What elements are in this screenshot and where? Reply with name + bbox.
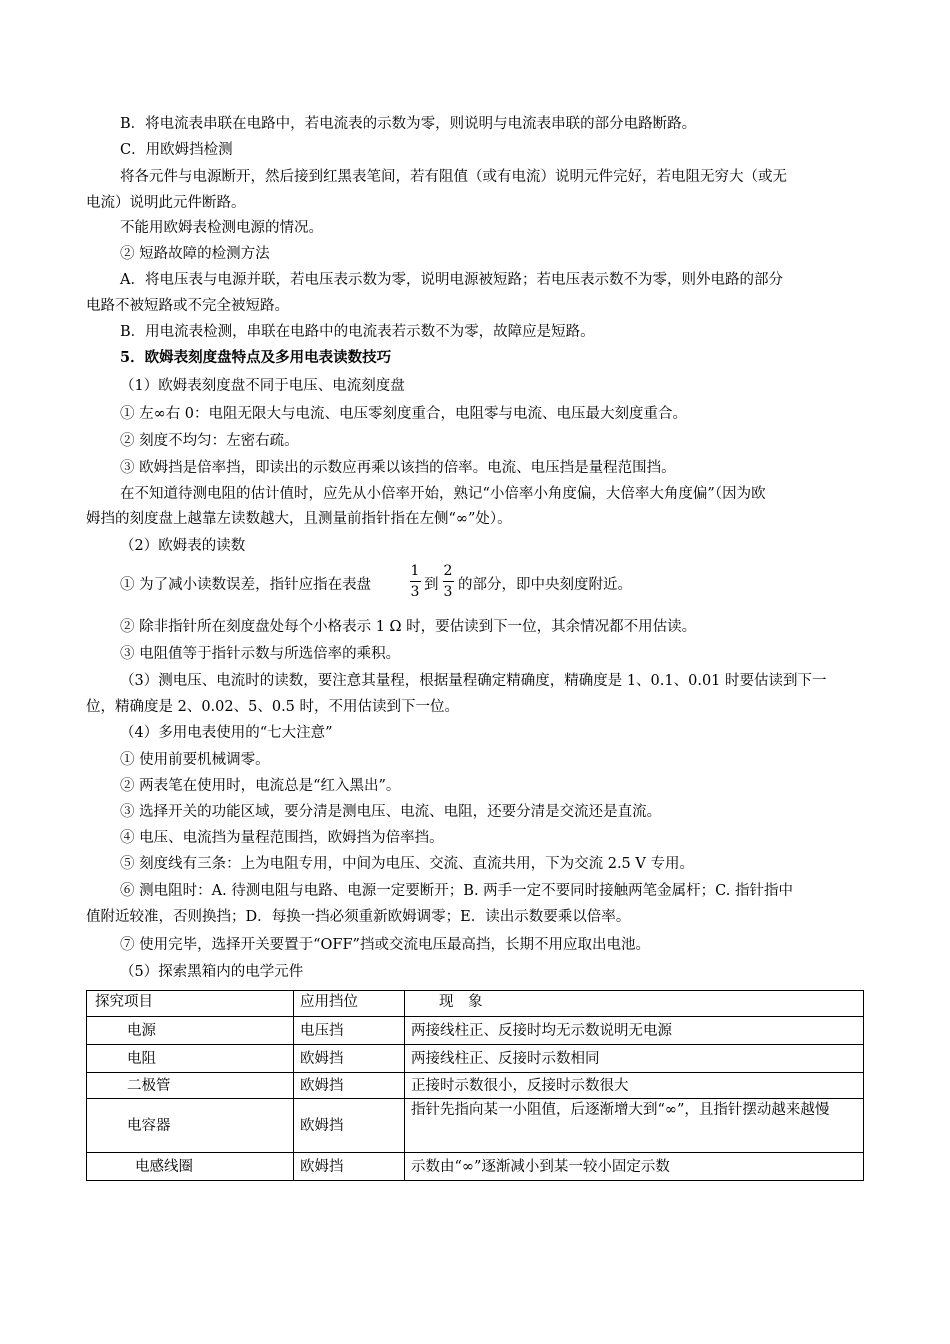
table-cell: 正接时示数很小，反接时示数很大: [405, 1073, 864, 1099]
table-header-row: [87, 991, 864, 1017]
table-row: [87, 1153, 864, 1181]
black-box-table: [86, 990, 864, 1181]
table-cell: 欧姆挡: [294, 1099, 405, 1153]
text-line: 姆挡的刻度盘上越靠左读数越大，且测量前指针指在左侧“∞”处）。: [86, 511, 512, 527]
text-line: C．用欧姆挡检测: [120, 142, 233, 158]
table-cell: 示数由“∞”逐渐减小到某一较小固定示数: [405, 1153, 864, 1181]
text-line: 不能用欧姆表检测电源的情况。: [120, 220, 323, 236]
fraction-bar: [443, 581, 454, 582]
text-line: ③ 选择开关的功能区域，要分清是测电压、电流、电阻，还要分清是交流还是直流。: [120, 804, 662, 820]
text-line: 将各元件与电源断开，然后接到红黑表笔间，若有阻值（或有电流）说明元件完好，若电阻无穷大（或无: [120, 169, 787, 185]
table-row: [87, 1073, 864, 1099]
text-line: 值附近较准，否则换挡；D．每换一挡必须重新欧姆调零；E．读出示数要乘以倍率。: [86, 909, 631, 925]
text-line: B．将电流表串联在电路中，若电流表的示数为零，则说明与电流表串联的部分电路断路。: [120, 116, 697, 132]
section-heading: 5．欧姆表刻度盘特点及多用电表读数技巧: [120, 349, 392, 366]
table-cell: 指针先指向某一小阻值，后逐渐增大到“∞”，且指针摆动越来越慢: [405, 1099, 864, 1153]
text-line: 电路不被短路或不完全被短路。: [86, 298, 289, 314]
table-cell: 欧姆挡: [294, 1045, 405, 1073]
text-line: 的部分，即中央刻度附近。: [458, 577, 632, 593]
text-line: ② 两表笔在使用时，电流总是“红入黑出”。: [120, 778, 401, 794]
table-header-cell: 现 象: [405, 991, 864, 1017]
text-line: ⑤ 刻度线有三条：上为电阻专用，中间为电压、交流、直流共用，下为交流 2.5 V 专用。: [120, 856, 694, 872]
table-cell: 两接线柱正、反接时均无示数说明无电源: [405, 1017, 864, 1045]
table-cell: 欧姆挡: [294, 1153, 405, 1181]
table-header-cell: 应用挡位: [294, 991, 405, 1017]
table-row: [87, 1099, 864, 1153]
table-cell: 二极管: [87, 1073, 294, 1099]
table-cell: 电容器: [87, 1099, 294, 1153]
fraction-denominator: 3: [410, 584, 420, 600]
text-line: （3）测电压、电流时的读数，要注意其量程，根据量程确定精确度，精确度是 1、0.1、0.01 时要估读到下一: [120, 673, 827, 689]
table-row: [87, 1017, 864, 1045]
text-line: ① 左∞右 0：电阻无限大与电流、电压零刻度重合，电阻零与电流、电压最大刻度重合。: [120, 406, 688, 422]
text-line: ⑥ 测电阻时：A. 待测电阻与电路、电源一定要断开；B. 两手一定不要同时接触两笔金属杆；C. 指针指中: [120, 883, 793, 899]
table-cell: 两接线柱正、反接时示数相同: [405, 1045, 864, 1073]
table-cell: 电压挡: [294, 1017, 405, 1045]
table-row: [87, 1045, 864, 1073]
fraction-denominator: 3: [443, 584, 453, 600]
text-line: ① 使用前要机械调零。: [120, 752, 270, 768]
text-line: ② 刻度不均匀：左密右疏。: [120, 433, 299, 449]
text-line: B．用电流表检测，串联在电路中的电流表若示数不为零，故障应是短路。: [120, 324, 595, 340]
table-cell: 电感线圈: [87, 1153, 294, 1181]
text-line: 在不知道待测电阻的估计值时，应先从小倍率开始，熟记“小倍率小角度偏，大倍率大角度偏”（因为欧: [120, 486, 766, 502]
text-line: ③ 欧姆挡是倍率挡，即读出的示数应再乘以该挡的倍率。电流、电压挡是量程范围挡。: [120, 460, 676, 476]
text-line: ② 短路故障的检测方法: [120, 246, 270, 262]
fraction-numerator: 2: [443, 563, 453, 579]
text-line: A．将电压表与电源并联，若电压表示数为零，说明电源被短路；若电压表示数不为零，则外电路的部分: [120, 272, 783, 288]
text-line: ① 为了减小读数误差，指针应指在表盘: [120, 577, 372, 593]
text-line: ③ 电阻值等于指针示数与所选倍率的乘积。: [120, 646, 401, 662]
table-cell: 欧姆挡: [294, 1073, 405, 1099]
text-line: ⑦ 使用完毕，选择开关要置于“OFF”挡或交流电压最高挡，长期不用应取出电池。: [120, 937, 650, 953]
text-line: 位，精确度是 2、0.02、5、0.5 时，不用估读到下一位。: [86, 699, 460, 715]
subheading: （4）多用电表使用的“七大注意”: [120, 725, 333, 741]
subheading: （1）欧姆表刻度盘不同于电压、电流刻度盘: [120, 378, 405, 394]
subheading: （2）欧姆表的读数: [120, 538, 246, 554]
table-header-cell: 探究项目: [87, 991, 294, 1017]
text-line: 电流）说明此元件断路。: [86, 195, 246, 211]
table-cell: 电阻: [87, 1045, 294, 1073]
table-cell: 电源: [87, 1017, 294, 1045]
fraction-numerator: 1: [410, 563, 420, 579]
subheading: （5）探索黑箱内的电学元件: [120, 964, 304, 980]
text-line: ④ 电压、电流挡为量程范围挡，欧姆挡为倍率挡。: [120, 830, 444, 846]
fraction-bar: [410, 581, 421, 582]
text-line: 到: [424, 577, 439, 593]
text-line: ② 除非指针所在刻度盘处每个小格表示 1 Ω 时，要估读到下一位，其余情况都不用估读。: [120, 619, 697, 635]
